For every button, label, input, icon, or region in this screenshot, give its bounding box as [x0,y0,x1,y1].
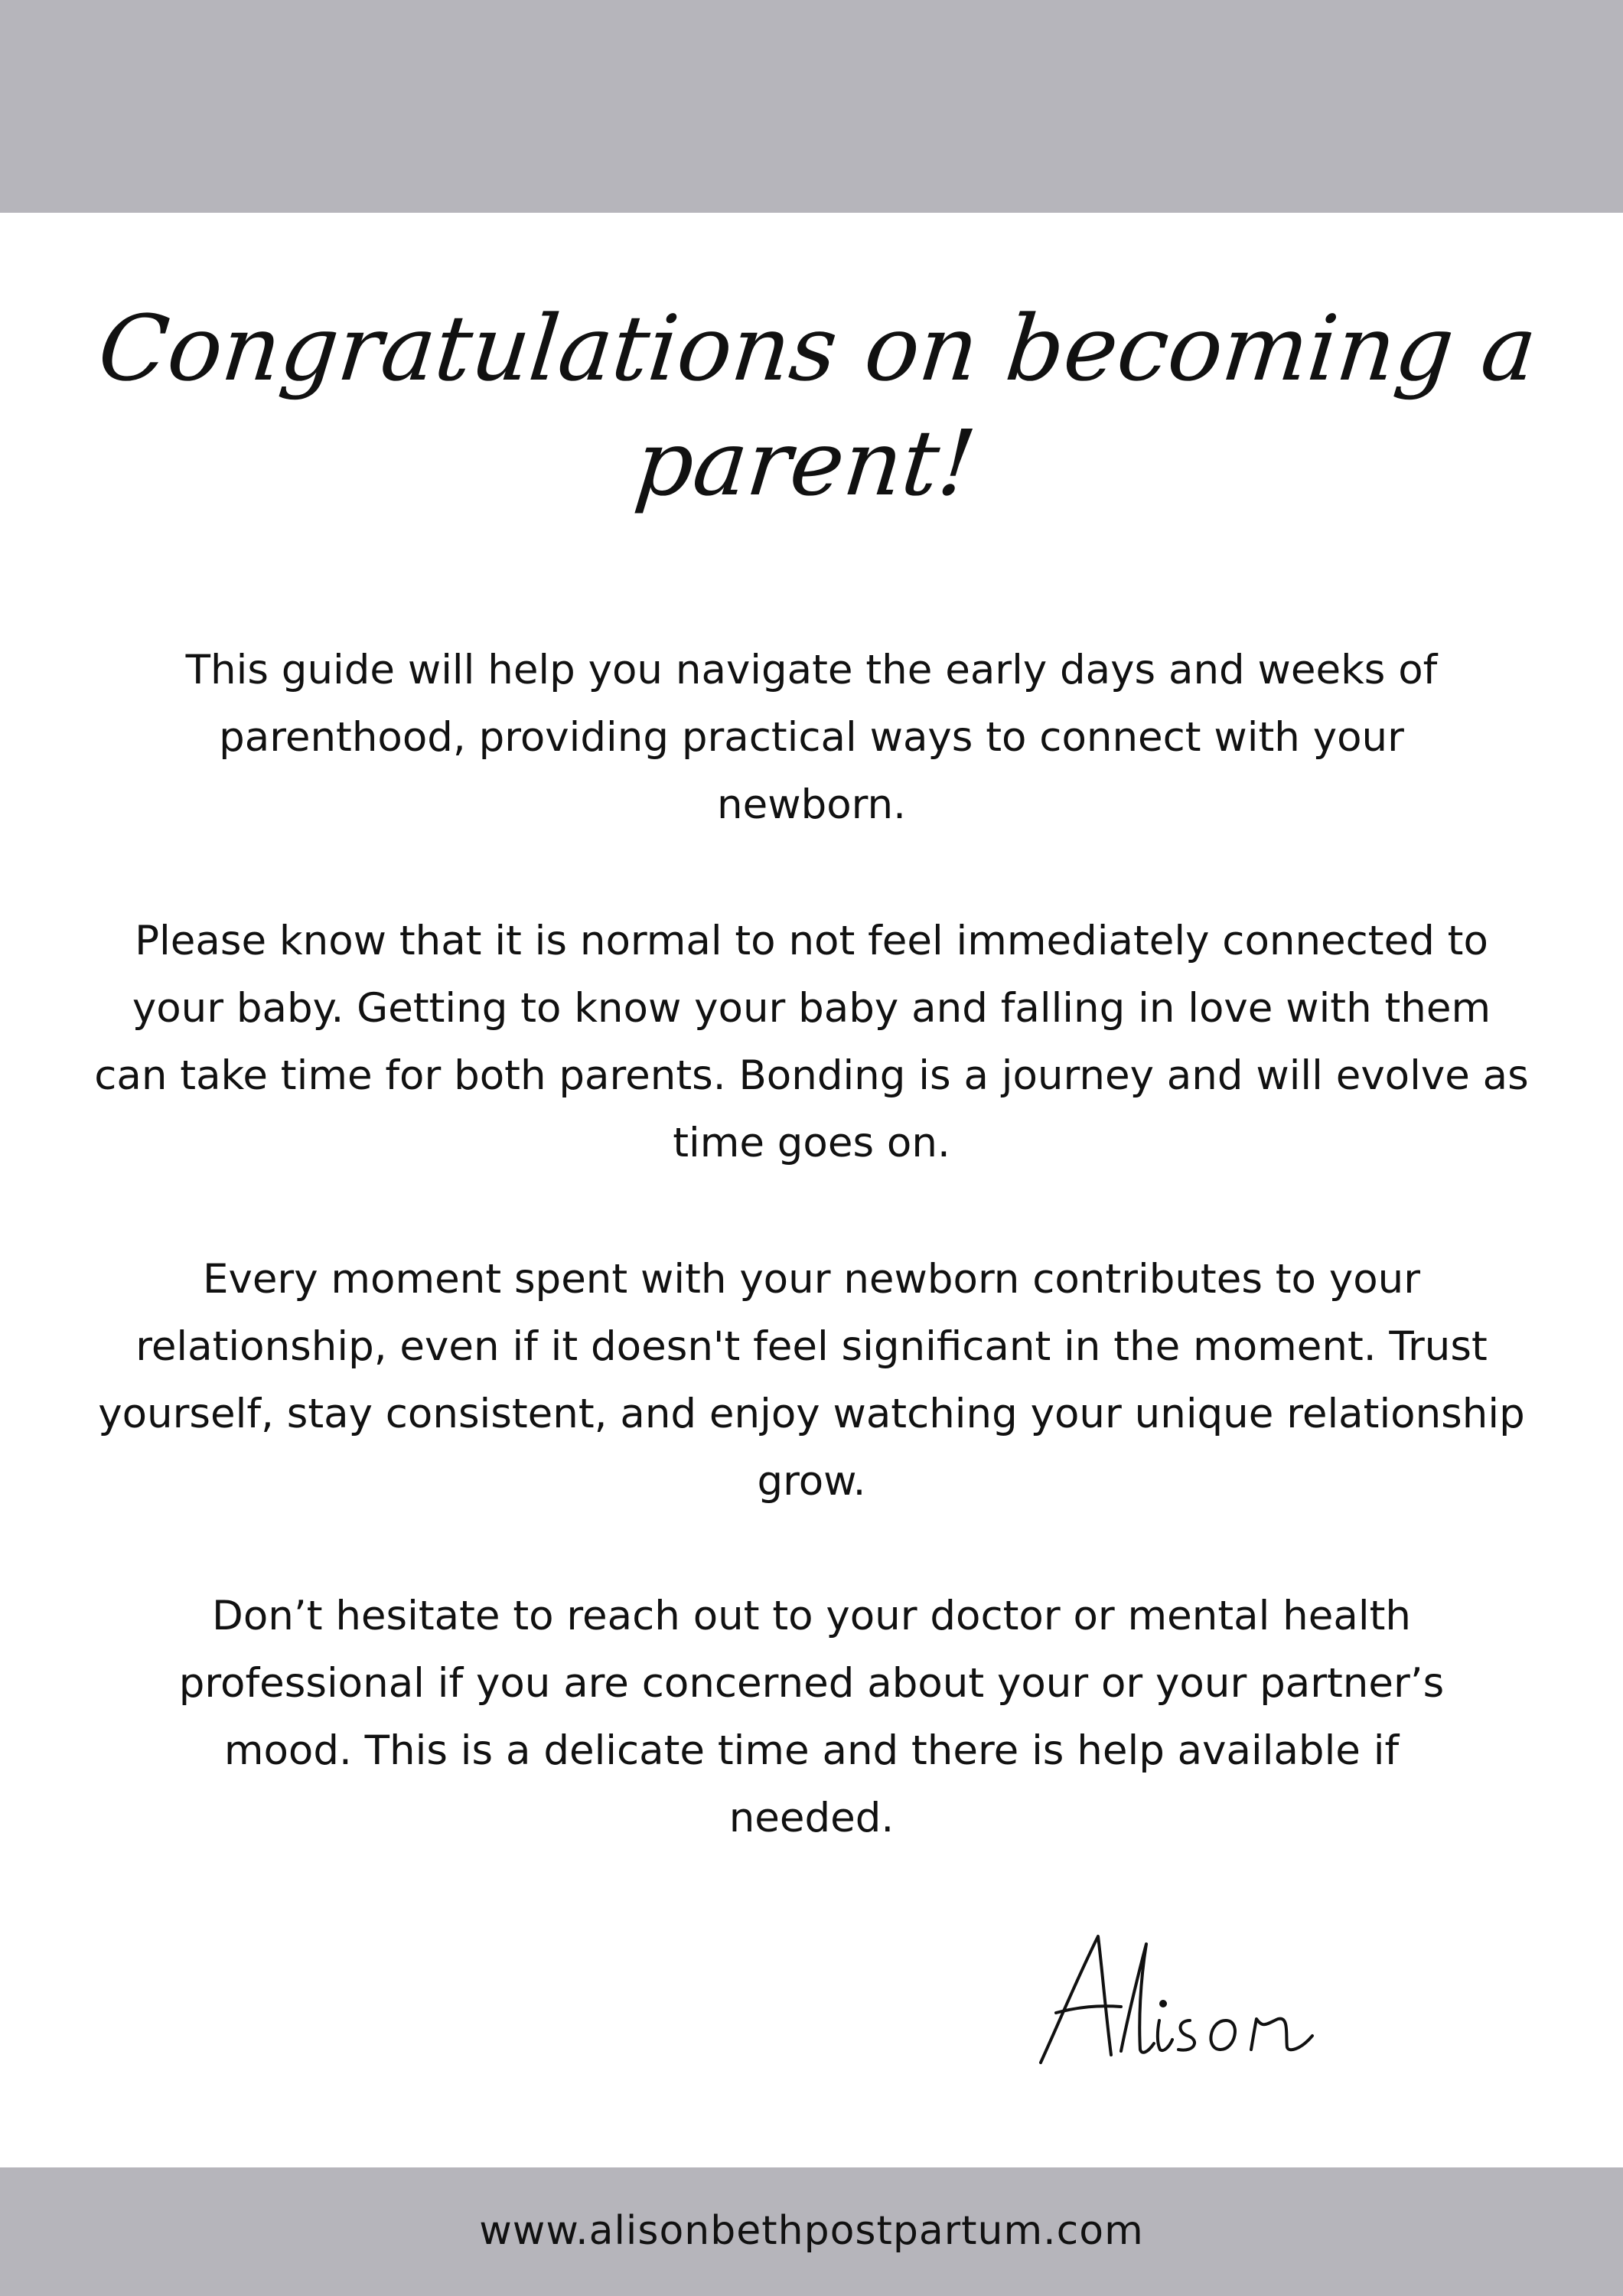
intro-paragraph: This guide will help you navigate the early days and weeks of parenthood, providing practical ways to connect with your newborn. [185,647,1438,828]
connection-paragraph: Please know that it is normal to not feel immediately connected to your baby. Getting to know your baby and falling in love with them can take time for both parents. Bonding is a journey and will evolve as time goes on. [94,918,1529,1166]
website-link[interactable]: www.alisonbethpostpartum.com [479,2208,1144,2254]
moments-paragraph: Every moment spent with your newborn contributes to your relationship, even if it doesn't feel significant in the moment. Trust yourself, stay consistent, and enjoy watching your unique relationship grow. [98,1256,1525,1505]
support-paragraph: Don’t hesitate to reach out to your doctor or mental health professional if you are concerned about your or your partner’s mood. This is a delicate time and there is help available if needed. [178,1593,1445,1841]
signature [1025,1921,1347,2074]
header-band [0,0,1623,213]
page-title: Congratulations on becoming a parent! [93,295,1542,516]
signature-graphic [1025,1921,1347,2074]
